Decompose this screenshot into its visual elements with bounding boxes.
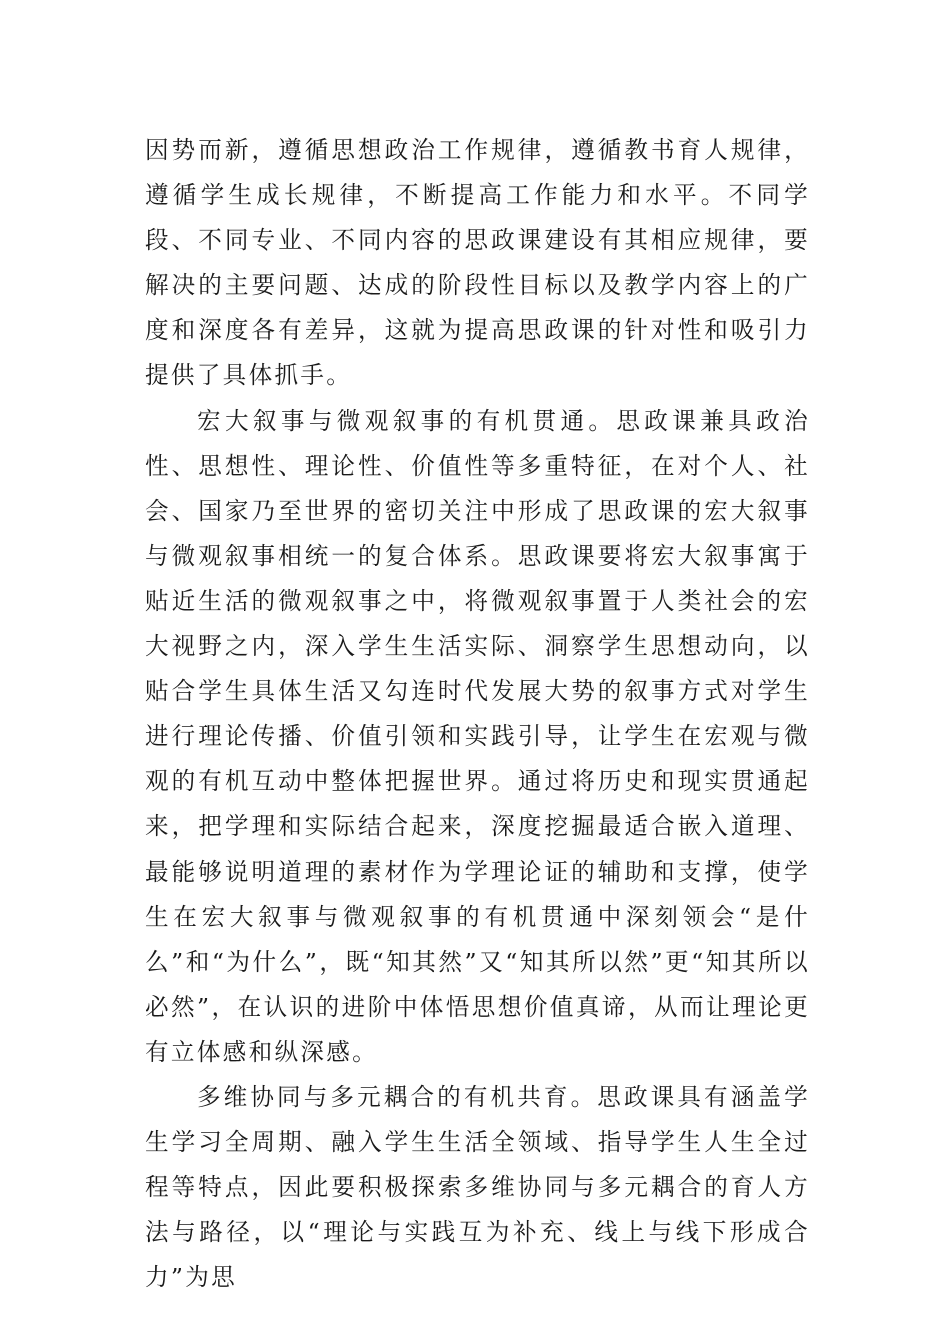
body-text [145, 128, 810, 1300]
paragraph-narrative-integration: 宏大叙事与微观叙事的有机贯通。思政课兼具政治性、思想性、理论性、价值性等多重特征，在对个人、社会、国家乃至世界的密切关注中形成了思政课的宏大叙事与微观叙事相统一的复合体系。思政课要将宏大叙事寓于贴近生活的微观叙事之中，将微观叙事置于人类社会的宏大视野之内，深入学生生活实际、洞察学生思想动向，以贴合学生具体生活又勾连时代发展大势的叙事方式对学生进行理论传播、价值引领和实践引导，让学生在宏观与微观的有机互动中整体把握世界。通过将历史和现实贯通起来，把学理和实际结合起来，深度挖掘最适合嵌入道理、最能够说明道理的素材作为学理论证的辅助和支撑，使学生在宏大叙事与微观叙事的有机贯通中深刻领会“是什么”和“为什么”，既“知其然”又“知其所以然”更“知其所以必然”，在认识的进阶中体悟思想价值真谛，从而让理论更有立体感和纵深感。 [145, 406, 810, 1066]
paragraph-continuation: 因势而新，遵循思想政治工作规律，遵循教书育人规律，遵循学生成长规律，不断提高工作能力和水平。不同学段、不同专业、不同内容的思政课建设有其相应规律，要解决的主要问题、达成的阶段性目标以及教学内容上的广度和深度各有差异，这就为提高思政课的针对性和吸引力提供了具体抓手。 [145, 136, 810, 390]
paragraph-multidimensional-coeducation: 多维协同与多元耦合的有机共育。思政课具有涵盖学生学习全周期、融入学生生活全领域、指导学生人生全过程等特点，因此要积极探索多维协同与多元耦合的育人方法与路径，以“理论与实践互为补充、线上与线下形成合力”为思 [145, 1082, 810, 1292]
